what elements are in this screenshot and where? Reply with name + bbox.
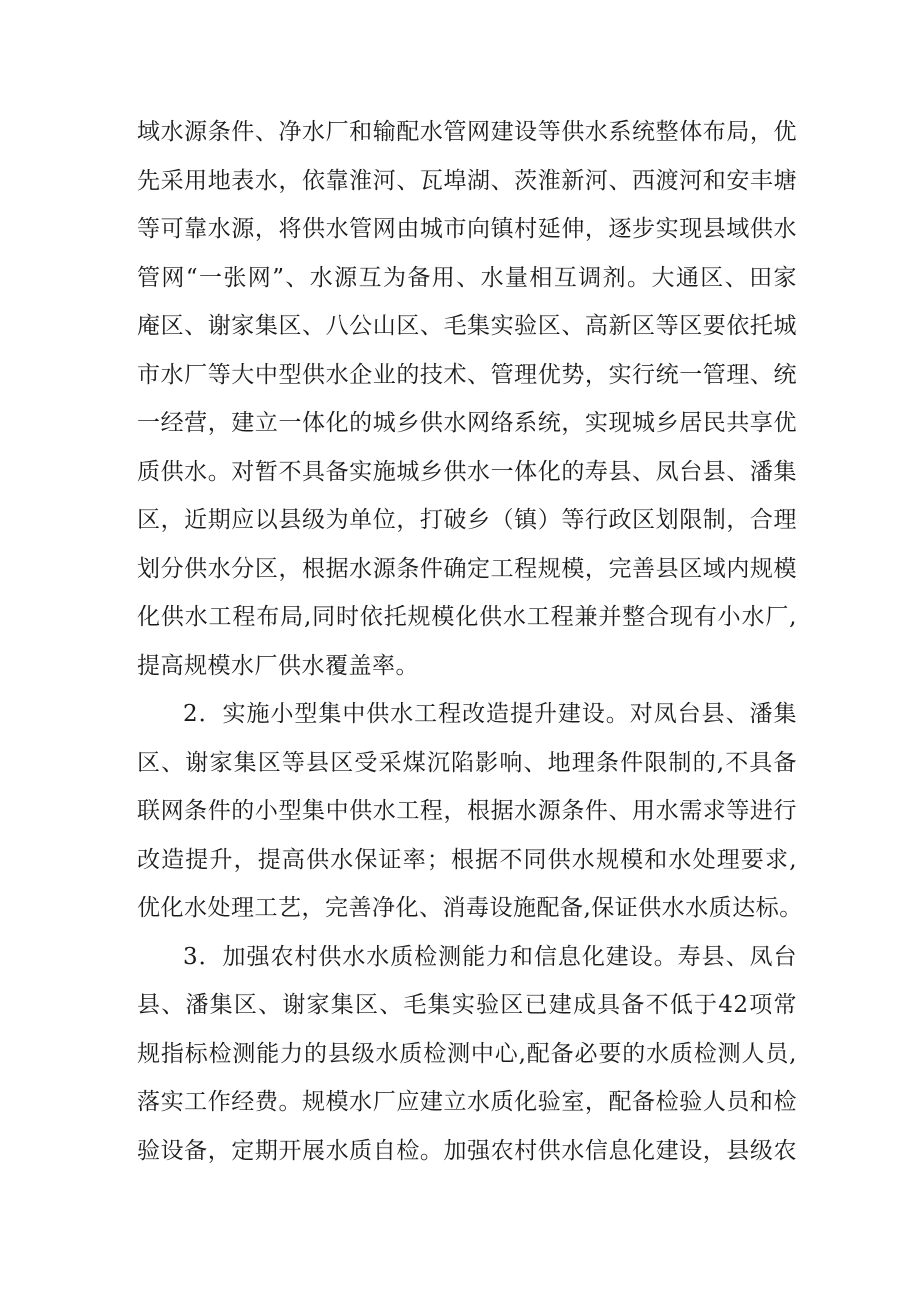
text-line: 改造提升，提高供水保证率；根据不同供水规模和水处理要求, (137, 846, 797, 873)
text-line: 优化水处理工艺，完善净化、消毒设施配备,保证供水水质达标。 (137, 895, 803, 921)
paragraph-continued (137, 108, 797, 690)
text-line: 区，近期应以县级为单位，打破乡（镇）等行政区划限制，合理 (137, 507, 797, 533)
text-line: 一经营，建立一体化的城乡供水网络系统，实现城乡居民共享优 (137, 410, 797, 436)
text-line: 县、潘集区、谢家集区、毛集实验区已建成具备不低于42项常 (137, 992, 797, 1018)
text-line: 3．加强农村供水水质检测能力和信息化建设。寿县、凤台 (183, 943, 797, 970)
text-line: 市水厂等大中型供水企业的技术、管理优势，实行统一管理、统 (137, 361, 797, 388)
text-line: 2．实施小型集中供水工程改造提升建设。对凤台县、潘集 (183, 701, 797, 727)
text-line: 区、谢家集区等县区受采煤沉陷影响、地理条件限制的,不具备 (137, 749, 797, 776)
paragraph-item-2 (137, 690, 803, 933)
text-line: 提高规模水厂供水覆盖率。 (137, 652, 419, 679)
text-line: 落实工作经费。规模水厂应建立水质化验室，配备检验人员和检 (137, 1089, 797, 1115)
text-line: 先采用地表水，依靠淮河、瓦埠湖、茨淮新河、西渡河和安丰塘 (137, 167, 797, 194)
text-line: 等可靠水源，将供水管网由城市向镇村延伸，逐步实现县域供水 (137, 216, 797, 242)
text-line: 划分供水分区，根据水源条件确定工程规模，完善县区域内规模 (137, 555, 797, 582)
text-line: 规指标检测能力的县级水质检测中心,配备必要的水质检测人员, (137, 1040, 797, 1067)
text-line: 化供水工程布局,同时依托规模化供水工程兼并整合现有小水厂, (137, 604, 797, 630)
text-line: 质供水。对暂不具备实施城乡供水一体化的寿县、凤台县、潘集 (137, 458, 797, 485)
paragraph-item-3 (137, 933, 797, 1176)
document-body (137, 108, 803, 1175)
text-line: 验设备，定期开展水质自检。加强农村供水信息化建设，县级农 (137, 1137, 797, 1164)
text-line: 庵区、谢家集区、八公山区、毛集实验区、高新区等区要依托城 (137, 313, 797, 339)
text-line: 联网条件的小型集中供水工程，根据水源条件、用水需求等进行 (137, 798, 797, 824)
text-line: 域水源条件、净水厂和输配水管网建设等供水系统整体布局，优 (137, 119, 797, 145)
text-line: 管网“一张网”、水源互为备用、水量相互调剂。大通区、田家 (137, 264, 797, 291)
